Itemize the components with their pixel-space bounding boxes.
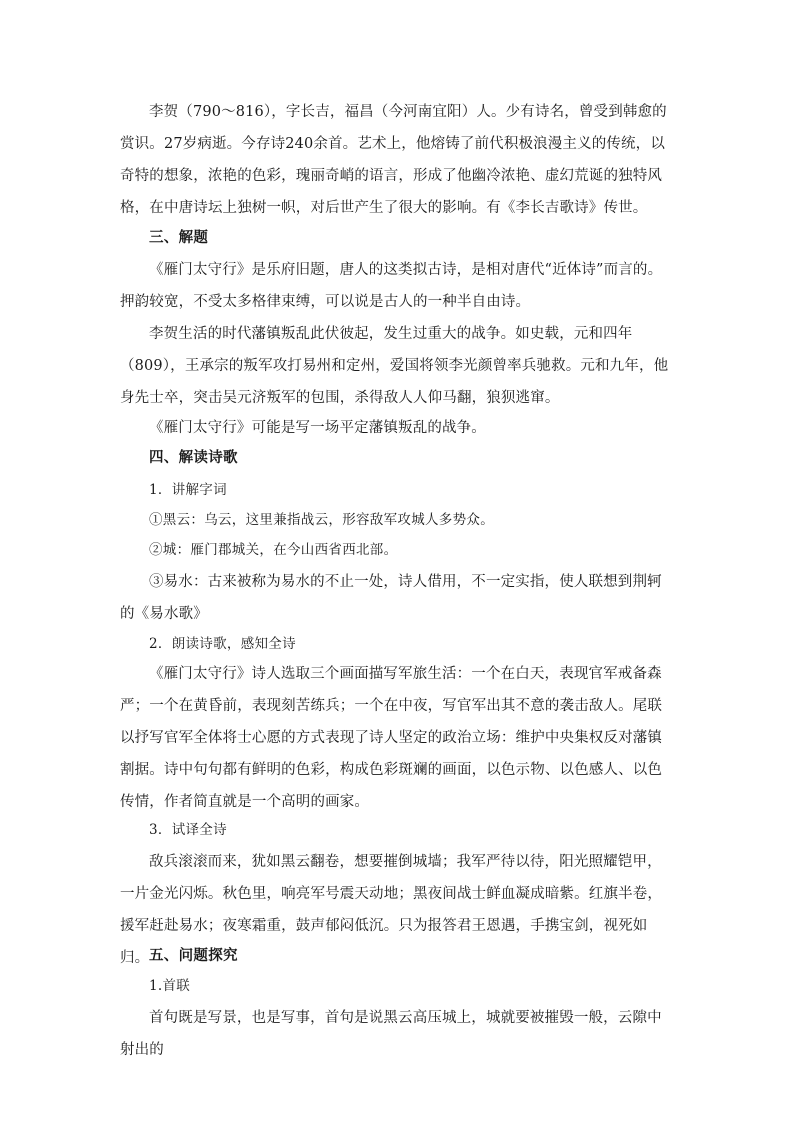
title-explanation-paragraph: 《雁门太守行》是乐府旧题，唐人的这类拟古诗，是相对唐代“近体诗”而言的。押韵较宽，不受太多格律束缚，可以说是古人的一种半自由诗。	[120, 262, 663, 310]
poem-theme-paragraph: 《雁门太守行》可能是写一场平定藩镇叛乱的战争。	[149, 420, 486, 436]
section-5-heading: 五、问题探究	[149, 947, 238, 964]
subsection-1-heading: 1．讲解字词	[149, 482, 227, 498]
historical-background-paragraph: 李贺生活的时代藩镇叛乱此伏彼起，发生过重大的战争。如史载，元和四年（809），王承宗的叛军攻打易州和定州，爱国将领李光颜曾率兵驰救。元和九年，他身先士卒，突击吴元济叛军的包围，杀得敌人人仰马翻，狼狈逃窜。	[120, 326, 669, 406]
word-note-1: ①黑云：乌云，这里兼指战云，形容敌军攻城人多势众。	[149, 512, 494, 528]
poem-overview-paragraph: 《雁门太守行》诗人选取三个画面描写军旅生活：一个在白天，表现官军戒备森严；一个在黄昏前，表现刻苦练兵；一个在中夜，写官军出其不意的袭击敌人。尾联以抒写官军全体将士心愿的方式表现了诗人坚定的政治立场：维护中央集权反对藩镇割据。诗中句句都有鲜明的色彩，构成色彩斑斓的画面，以色示物、以色感人、以色传情，作者简直就是一个高明的画家。	[120, 666, 663, 810]
subsection-2-heading: 2．朗读诗歌，感知全诗	[149, 636, 296, 652]
subsection-4-heading: 1.首联	[149, 978, 191, 994]
subsection-3-heading: 3．试译全诗	[149, 822, 227, 838]
poem-translation-paragraph: 敌兵滚滚而来，犹如黑云翻卷，想要摧倒城墙；我军严待以待，阳光照耀铠甲，一片金光闪烁。秋色里，响亮军号震天动地；黑夜间战士鲜血凝成暗紫。红旗半卷，援军赶赴易水；夜寒霜重，鼓声郁闷低沉。只为报答君王恩遇，手携宝剑，视死如归。	[120, 854, 663, 966]
word-note-3: ③易水：古来被称为易水的不止一处，诗人借用，不一定实指，使人联想到荆轲的《易水歌》	[120, 574, 662, 622]
section-4-heading: 四、解读诗歌	[149, 449, 238, 466]
first-couplet-paragraph: 首句既是写景，也是写事，首句是说黑云高压城上，城就要被摧毁一般，云隙中射出的	[120, 1010, 662, 1058]
author-bio-paragraph: 李贺（790～816），字长吉，福昌（今河南宜阳）人。少有诗名，曾受到韩愈的赏识。27岁病逝。今存诗240余首。艺术上，他熔铸了前代积极浪漫主义的传统，以奇特的想象，浓艳的色彩，瑰丽奇峭的语言，形成了他幽冷浓艳、虚幻荒诞的独特风格，在中唐诗坛上独树一帜，对后世产生了很大的影响。有《李长吉歌诗》传世。	[120, 104, 667, 216]
word-note-2: ②城：雁门郡城关，在今山西省西北部。	[149, 542, 398, 558]
section-3-heading: 三、解题	[149, 229, 209, 246]
